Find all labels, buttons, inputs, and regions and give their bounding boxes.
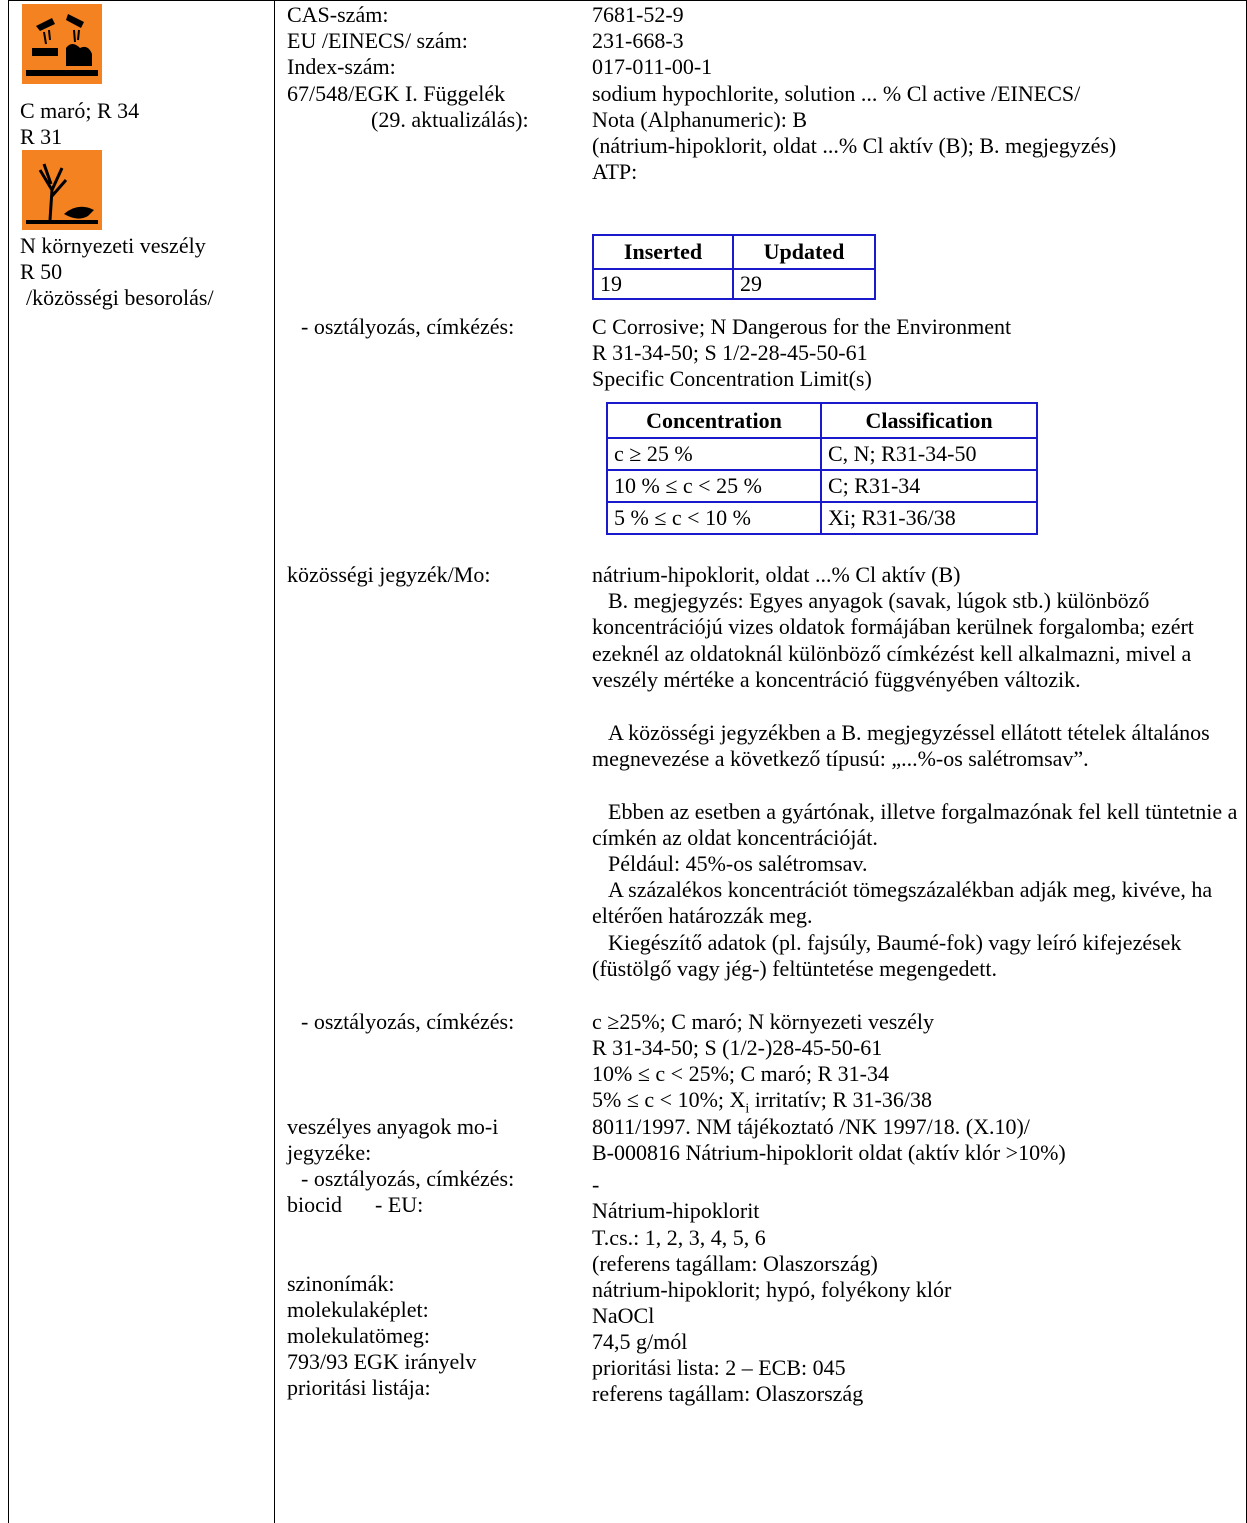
priority-list-value-1: prioritási lista: 2 – ECB: 045	[592, 1355, 846, 1380]
biocide-label: biocid - EU:	[287, 1192, 424, 1217]
note-b-paragraph-5: A százalékos koncentrációt tömegszázalékban adják meg, kivéve, ha eltérően határozzák meg.	[592, 877, 1213, 929]
classification-note: /közösségi besorolás/	[26, 285, 214, 310]
hazardous-classification-label: - osztályozás, címkézés:	[301, 1166, 515, 1191]
biocide-value-2: T.cs.: 1, 2, 3, 4, 5, 6	[592, 1225, 766, 1250]
note-b-paragraph-3: Ebben az esetben a gyártónak, illetve forgalmazónak fel kell tüntetnie a címkén az oldat koncentrációját.	[592, 799, 1238, 851]
annex-label-2: (29. aktualizálás):	[371, 107, 529, 132]
atp-label: ATP:	[592, 159, 638, 184]
scl-concentration: 10 % ≤ c < 25 %	[607, 470, 821, 502]
hazardous-classification-value: -	[592, 1172, 600, 1197]
formula-value: NaOCl	[592, 1303, 655, 1328]
eu-label: EU /EINECS/ szám:	[287, 28, 468, 53]
scl-concentration: c ≥ 25 %	[607, 438, 821, 470]
environment-r-phrase: R 50	[20, 259, 63, 284]
annex-value-2: Nota (Alphanumeric): B	[592, 107, 808, 132]
atp-inserted-value: 19	[593, 269, 733, 299]
community-list-label: közösségi jegyzék/Mo:	[287, 562, 491, 587]
community-classification-line-1: c ≥25%; C maró; N környezeti veszély	[592, 1009, 934, 1034]
community-classification-line-2: R 31-34-50; S (1/2-)28-45-50-61	[592, 1035, 883, 1060]
index-label: Index-szám:	[287, 54, 396, 79]
biocide-value-1: Nátrium-hipoklorit	[592, 1198, 760, 1223]
frame-divider	[274, 0, 275, 1523]
hazardous-list-value-1: 8011/1997. NM tájékoztató /NK 1997/18. (X.10)/	[592, 1114, 1030, 1139]
molar-mass-label: molekulatömeg:	[287, 1323, 430, 1348]
priority-list-value-2: referens tagállam: Olaszország	[592, 1381, 864, 1406]
annex-value-1: sodium hypochlorite, solution ... % Cl active /EINECS/	[592, 81, 1081, 106]
index-value: 017-011-00-1	[592, 54, 713, 79]
scl-classification: C, N; R31-34-50	[821, 438, 1037, 470]
table-row	[607, 438, 1037, 470]
note-b-paragraph-6: Kiegészítő adatok (pl. fajsúly, Baumé-fok) vagy leíró kifejezések (füstölgő vagy jég-) feltüntetése megengedett.	[592, 930, 1182, 982]
atp-header-inserted: Inserted	[593, 235, 733, 269]
scl-concentration: 5 % ≤ c < 10 %	[607, 502, 821, 534]
scl-header-classification: Classification	[821, 403, 1037, 438]
corrosive-r-phrase: R 31	[20, 124, 63, 149]
annex-classification-label: - osztályozás, címkézés:	[301, 314, 515, 339]
environment-pictogram-icon	[22, 150, 102, 230]
frame-top	[8, 0, 1247, 1]
annex-label: 67/548/EGK I. Függelék	[287, 81, 506, 106]
community-classification-label: - osztályozás, címkézés:	[301, 1009, 515, 1034]
table-row	[607, 470, 1037, 502]
hazardous-list-label: veszélyes anyagok mo-i	[287, 1114, 499, 1139]
corrosive-pictogram-icon	[22, 4, 102, 84]
atp-updated-value: 29	[733, 269, 875, 299]
cas-value: 7681-52-9	[592, 2, 684, 27]
eu-value: 231-668-3	[592, 28, 684, 53]
annex-classification-line-1: C Corrosive; N Dangerous for the Environment	[592, 314, 1012, 339]
atp-header-updated: Updated	[733, 235, 875, 269]
note-b-paragraph-1: B. megjegyzés: Egyes anyagok (savak, lúgok stb.) különböző koncentrációjú vizes oldatok formájában kerülnek forgalomba; ezért ezeknél az oldatoknál különböző címkézést kell alkalmazni, mivel a veszély mértéke a koncentráció függvényében változik.	[592, 588, 1194, 692]
annex-classification-line-2: R 31-34-50; S 1/2-28-45-50-61	[592, 340, 868, 365]
frame-left	[8, 0, 9, 1523]
synonyms-value: nátrium-hipoklorit; hypó, folyékony klór	[592, 1277, 952, 1302]
atp-table	[592, 234, 876, 300]
formula-label: molekulaképlet:	[287, 1297, 429, 1322]
synonyms-label: szinonímák:	[287, 1271, 395, 1296]
community-classification-line-4: 5% ≤ c < 10%; $X_i$ irritatív; R 31-36/38	[592, 1087, 932, 1117]
community-classification-line-3: 10% ≤ c < 25%; C maró; R 31-34	[592, 1061, 889, 1086]
biocide-value-3: (referens tagállam: Olaszország)	[592, 1251, 878, 1276]
priority-list-label-2: prioritási listája:	[287, 1375, 431, 1400]
corrosive-label: C maró; R 34	[20, 98, 140, 123]
scl-classification: C; R31-34	[821, 470, 1037, 502]
specific-limits-label: Specific Concentration Limit(s)	[592, 366, 872, 391]
hazardous-list-value-2: B-000816 Nátrium-hipoklorit oldat (aktív klór >10%)	[592, 1140, 1066, 1165]
environment-label: N környezeti veszély	[20, 233, 206, 258]
hazardous-list-label-2: jegyzéke:	[287, 1140, 372, 1165]
scl-header-concentration: Concentration	[607, 403, 821, 438]
table-row	[607, 502, 1037, 534]
note-b-paragraph-2: A közösségi jegyzékben a B. megjegyzéssel ellátott tételek általános megnevezése a következő típusú: „...%-os salétromsav”.	[592, 720, 1210, 772]
annex-value-3: (nátrium-hipoklorit, oldat ...% Cl aktív (B); B. megjegyzés)	[592, 133, 1117, 158]
scl-classification: Xi; R31-36/38	[821, 502, 1037, 534]
concentration-limit-table	[606, 402, 1038, 535]
priority-list-label: 793/93 EGK irányelv	[287, 1349, 477, 1374]
cas-label: CAS-szám:	[287, 2, 389, 27]
note-b-paragraph-4: Például: 45%-os salétromsav.	[608, 851, 868, 876]
molar-mass-value: 74,5 g/mól	[592, 1329, 688, 1354]
community-name: nátrium-hipoklorit, oldat ...% Cl aktív (B)	[592, 562, 961, 587]
